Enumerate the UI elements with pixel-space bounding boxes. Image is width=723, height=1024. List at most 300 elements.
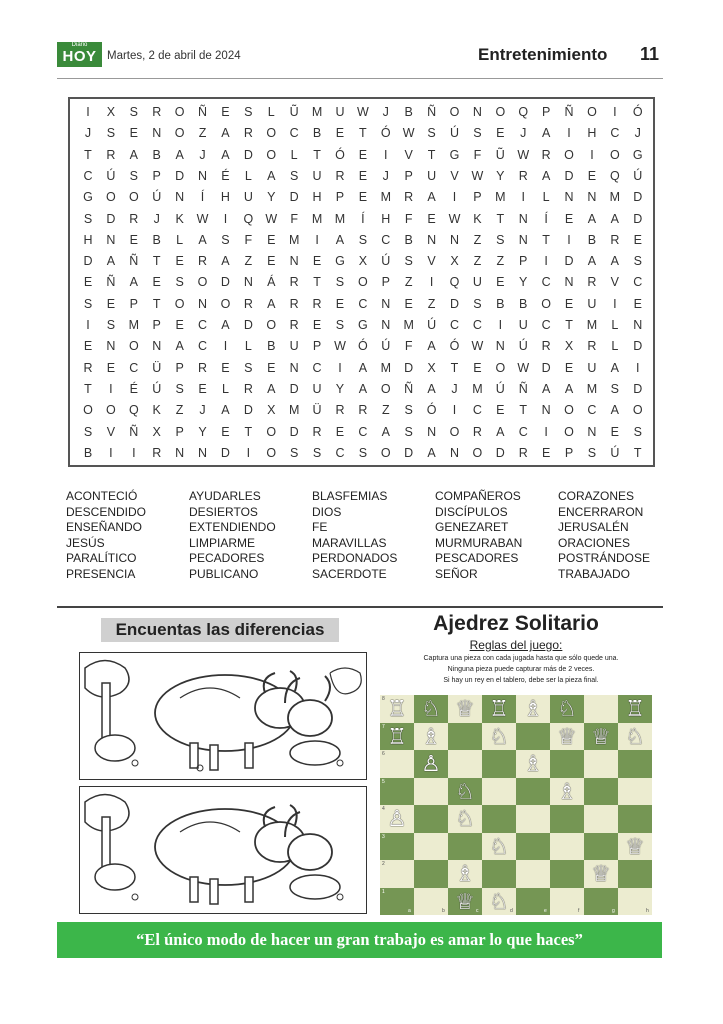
grid-letter: A (541, 168, 551, 183)
chess-square[interactable] (448, 750, 482, 778)
grid-letter: D (404, 360, 414, 375)
word-list-item: CORAZONES (558, 489, 635, 503)
grid-letter: Ú (152, 381, 162, 396)
chess-square[interactable] (482, 860, 516, 888)
grid-letter: J (382, 105, 389, 119)
chess-square[interactable] (516, 805, 550, 833)
grid-letter: D (633, 339, 643, 354)
grid-row (78, 275, 648, 289)
grid-letter: U (587, 360, 597, 375)
grid-letter: E (129, 232, 138, 247)
grid-letter: N (518, 232, 528, 247)
chess-piece-knight-icon[interactable]: ♘ (455, 806, 475, 831)
grid-letter: Í (200, 190, 205, 205)
newspaper-logo (57, 42, 102, 67)
grid-letter: A (335, 232, 345, 247)
word-list-item: TRABAJADO (558, 566, 631, 581)
grid-letter: C (518, 424, 528, 439)
grid-letter: Ú (610, 445, 620, 460)
grid-letter: N (495, 339, 505, 354)
chess-rule: Ninguna pieza puede capturar más de 2 veces. (447, 666, 595, 673)
grid-letter: S (358, 232, 368, 247)
grid-letter: L (611, 318, 619, 332)
grid-letter: V (610, 275, 620, 290)
chess-square[interactable] (550, 833, 584, 861)
chess-square[interactable] (618, 805, 652, 833)
chess-board (380, 695, 652, 915)
grid-letter: E (175, 318, 184, 332)
chess-piece-queen-icon[interactable]: ♕ (591, 723, 611, 749)
grid-letter: Z (473, 232, 482, 247)
chess-square[interactable] (380, 833, 414, 861)
grid-letter: T (359, 126, 367, 141)
grid-letter: Ó (632, 105, 643, 119)
grid-letter: C (610, 126, 620, 141)
grid-letter: E (564, 360, 574, 375)
grid-letter: O (106, 190, 116, 205)
grid-letter: B (587, 232, 597, 247)
chess-piece-knight-icon[interactable]: ♘ (421, 696, 441, 721)
grid-letter: A (587, 254, 597, 269)
grid-letter: T (152, 296, 161, 311)
grid-letter: I (246, 445, 251, 460)
grid-letter: R (198, 254, 208, 269)
grid-letter: T (244, 424, 253, 439)
grid-letter: A (358, 360, 368, 375)
word-list-item: SACERDOTE (312, 566, 387, 581)
grid-letter: B (496, 296, 505, 311)
grid-letter: Ú (106, 168, 116, 183)
grid-letter: E (198, 381, 207, 396)
file-label: b (442, 907, 445, 914)
differences-title: Encuentas las diferencias (101, 618, 339, 642)
grid-letter: U (335, 105, 345, 119)
grid-letter: S (106, 126, 116, 141)
grid-letter: U (427, 168, 437, 183)
grid-letter: B (152, 232, 161, 247)
grid-letter: S (404, 254, 413, 269)
chess-piece-pawn-icon[interactable]: ♙ (387, 806, 407, 831)
grid-letter: E (427, 211, 436, 226)
grid-letter: Y (267, 190, 276, 205)
grid-letter: G (449, 147, 460, 162)
grid-letter: Ú (633, 168, 643, 183)
grid-letter: O (632, 403, 643, 418)
chess-piece-knight-icon[interactable]: ♘ (625, 723, 645, 749)
grid-letter: E (83, 339, 93, 354)
chess-square[interactable] (482, 750, 516, 778)
chess-piece-knight-icon[interactable]: ♘ (489, 833, 509, 859)
chess-piece-knight-icon[interactable]: ♘ (557, 696, 577, 721)
chess-square[interactable] (414, 805, 448, 833)
grid-letter: P (404, 168, 413, 183)
chess-square[interactable] (618, 860, 652, 888)
grid-letter: Ñ (404, 381, 414, 396)
grid-letter: D (243, 318, 253, 332)
footer-quote: “El único modo de hacer un gran trabajo es amar lo que haces” (57, 922, 662, 958)
grid-letter: S (83, 424, 93, 439)
chess-square[interactable] (584, 805, 618, 833)
word-list-item: PESCADORES (435, 551, 519, 565)
grid-letter: A (427, 190, 436, 205)
grid-letter: X (450, 254, 459, 269)
grid-letter: U (472, 275, 482, 290)
differences-image-top (79, 652, 367, 780)
grid-letter: N (449, 445, 460, 460)
grid-letter: I (613, 105, 617, 119)
chess-piece-bishop-icon[interactable]: ♗ (455, 861, 475, 886)
chess-square[interactable] (516, 723, 550, 751)
grid-letter: W (471, 339, 484, 354)
chess-piece-bishop-icon[interactable]: ♗ (557, 778, 577, 804)
grid-letter: O (541, 296, 551, 311)
grid-letter: Q (243, 211, 254, 226)
grid-letter: W (517, 360, 530, 375)
grid-letter: T (496, 211, 505, 226)
grid-letter: J (153, 211, 160, 226)
grid-letter: A (221, 126, 230, 141)
grid-letter: E (587, 168, 597, 183)
grid-letter: S (404, 424, 413, 439)
grid-letter: Ñ (198, 105, 208, 119)
grid-letter: L (542, 190, 550, 205)
grid-letter: O (564, 403, 574, 418)
grid-letter: R (335, 168, 345, 183)
grid-letter: D (220, 275, 230, 290)
grid-letter: G (632, 147, 643, 162)
grid-letter: I (613, 296, 617, 311)
grid-letter: O (564, 424, 574, 439)
word-list (66, 489, 666, 582)
differences-image-bottom (79, 786, 367, 914)
chess-piece-queen-icon[interactable]: ♕ (455, 696, 475, 721)
grid-letter: R (312, 424, 322, 439)
grid-letter: C (541, 318, 551, 332)
chess-square[interactable] (584, 833, 618, 861)
grid-letter: R (587, 275, 597, 290)
grid-letter: D (289, 424, 299, 439)
grid-letter: O (380, 445, 391, 460)
chess-piece-pawn-icon[interactable]: ♙ (421, 751, 441, 776)
grid-letter: R (198, 360, 208, 375)
grid-letter: O (495, 360, 506, 375)
grid-letter: Y (519, 275, 528, 290)
chess-square[interactable] (516, 860, 550, 888)
chess-piece-queen-icon[interactable]: ♕ (591, 861, 611, 886)
grid-letter: C (472, 403, 482, 418)
grid-letter: V (106, 424, 116, 439)
grid-letter: O (174, 105, 185, 119)
grid-letter: W (265, 211, 278, 226)
chess-square[interactable] (380, 778, 414, 806)
grid-letter: A (610, 403, 620, 418)
grid-letter: N (198, 445, 208, 460)
grid-letter: H (312, 190, 322, 205)
grid-letter: A (221, 403, 230, 418)
grid-letter: D (541, 360, 551, 375)
grid-letter: Ũ (495, 147, 505, 162)
grid-letter: R (541, 339, 551, 354)
grid-letter: U (587, 296, 597, 311)
grid-letter: S (129, 105, 138, 119)
chess-piece-bishop-icon[interactable]: ♗ (421, 723, 441, 749)
grid-letter: É (129, 381, 138, 396)
grid-letter: A (610, 360, 620, 375)
grid-letter: S (244, 105, 253, 119)
grid-letter: I (109, 381, 113, 396)
grid-letter: Ú (152, 190, 162, 205)
grid-letter: R (472, 424, 482, 439)
chess-square[interactable] (380, 860, 414, 888)
grid-letter: T (542, 232, 550, 247)
chess-piece-bishop-icon[interactable]: ♗ (523, 751, 543, 776)
word-list-item: PARALÍTICO (66, 551, 137, 565)
grid-letter: B (152, 147, 161, 162)
grid-letter: I (590, 147, 594, 162)
chess-square[interactable] (516, 833, 550, 861)
chess-piece-knight-icon[interactable]: ♘ (455, 778, 475, 804)
grid-letter: E (175, 254, 184, 269)
grid-letter: Ú (381, 339, 391, 354)
word-list-item: DIOS (312, 504, 342, 519)
grid-letter: S (496, 232, 505, 247)
grid-letter: N (106, 232, 116, 247)
chess-square[interactable] (618, 750, 652, 778)
header-divider (57, 78, 663, 79)
grid-letter: A (221, 254, 230, 269)
chess-square[interactable] (516, 778, 550, 806)
chess-square[interactable] (550, 860, 584, 888)
chess-square[interactable] (550, 805, 584, 833)
grid-letter: A (381, 424, 390, 439)
chess-square[interactable] (584, 750, 618, 778)
grid-letter: E (221, 360, 230, 375)
grid-letter: E (312, 254, 322, 269)
chess-square[interactable] (414, 778, 448, 806)
grid-letter: I (223, 211, 228, 226)
word-list-item: AYUDARLES (189, 489, 261, 503)
chess-square[interactable] (448, 723, 482, 751)
grid-letter: E (106, 360, 116, 375)
file-label: d (510, 907, 513, 914)
grid-letter: B (312, 126, 322, 141)
grid-letter: C (472, 318, 482, 332)
grid-letter: S (587, 445, 597, 460)
grid-letter: H (83, 232, 93, 247)
grid-letter: D (633, 211, 643, 226)
grid-letter: R (541, 147, 551, 162)
grid-letter: S (129, 168, 138, 183)
chess-piece-queen-icon[interactable]: ♕ (455, 888, 475, 914)
grid-letter: Q (609, 168, 620, 183)
grid-letter: M (128, 318, 140, 332)
grid-letter: D (289, 190, 299, 205)
grid-letter: E (152, 275, 161, 290)
grid-letter: B (267, 339, 276, 354)
grid-letter: N (449, 232, 460, 247)
word-list-item: LIMPIARME (189, 535, 256, 550)
grid-letter: D (175, 168, 185, 183)
grid-letter: O (449, 424, 460, 439)
grid-letter: Z (473, 254, 482, 269)
grid-letter: P (564, 445, 574, 460)
word-list-item: JESÚS (66, 535, 105, 550)
grid-letter: W (196, 211, 209, 226)
chess-piece-queen-icon[interactable]: ♕ (557, 723, 577, 749)
grid-letter: S (175, 381, 184, 396)
grid-letter: E (404, 296, 413, 311)
grid-letter: Ñ (518, 381, 528, 396)
grid-letter: O (472, 445, 483, 460)
grid-letter: D (633, 381, 643, 396)
grid-letter: O (358, 275, 368, 290)
chess-square[interactable] (380, 750, 414, 778)
rank-label: 3 (382, 833, 385, 840)
chess-square[interactable] (618, 778, 652, 806)
grid-letter: Ü (312, 403, 322, 418)
grid-letter: N (198, 168, 208, 183)
grid-letter: S (244, 360, 253, 375)
grid-letter: B (519, 296, 528, 311)
chess-square[interactable] (584, 695, 618, 723)
grid-row (78, 446, 648, 460)
grid-letter: F (473, 147, 482, 162)
grid-letter: Í (544, 211, 548, 226)
grid-letter: S (473, 296, 482, 311)
grid-letter: Ñ (427, 105, 437, 119)
grid-letter: N (106, 339, 116, 354)
grid-letter: E (312, 318, 322, 332)
grid-letter: F (244, 232, 253, 247)
grid-letter: D (243, 403, 253, 418)
grid-letter: P (381, 275, 390, 290)
grid-letter: C (129, 360, 139, 375)
rank-label: 2 (382, 861, 385, 867)
grid-letter: E (564, 296, 574, 311)
grid-letter: I (223, 339, 228, 354)
grid-letter: O (128, 339, 139, 354)
chess-piece-rook-icon[interactable]: ♖ (387, 696, 407, 721)
chess-rule: Si hay un rey en el tablero, debe ser la pieza final. (443, 677, 599, 684)
grid-letter: E (335, 126, 345, 141)
grid-letter: R (335, 403, 345, 418)
grid-letter: A (106, 254, 116, 269)
grid-letter: E (633, 296, 642, 311)
grid-letter: R (129, 211, 139, 226)
grid-letter: T (450, 360, 459, 375)
grid-row (78, 169, 648, 183)
grid-letter: T (633, 445, 642, 460)
grid-row (78, 126, 648, 140)
chess-square[interactable] (414, 860, 448, 888)
word-list-item: ENSEÑANDO (66, 520, 143, 534)
chess-piece-knight-icon[interactable]: ♘ (489, 888, 509, 914)
grid-letter: K (175, 211, 184, 226)
grid-letter: Ó (449, 339, 460, 354)
grid-letter: V (404, 147, 413, 162)
grid-letter: P (519, 254, 528, 269)
grid-letter: I (452, 403, 457, 418)
grid-letter: R (152, 105, 162, 119)
grid-letter: C (198, 318, 208, 332)
chess-square[interactable] (414, 833, 448, 861)
grid-letter: N (472, 105, 482, 119)
grid-letter: L (176, 232, 184, 247)
grid-letter: I (132, 445, 136, 460)
grid-letter: P (152, 318, 161, 332)
grid-row (78, 148, 648, 162)
grid-letter: T (565, 318, 573, 332)
grid-letter: E (358, 147, 368, 162)
chess-square[interactable] (482, 778, 516, 806)
word-list-item: EXTENDIENDO (189, 520, 276, 534)
grid-letter: I (109, 445, 113, 460)
grid-letter: G (335, 254, 345, 269)
chess-piece-queen-icon[interactable]: ♕ (625, 833, 645, 859)
grid-row (78, 233, 648, 247)
grid-letter: Ñ (564, 105, 574, 119)
chess-piece-knight-icon[interactable]: ♘ (489, 723, 509, 749)
grid-letter: A (221, 147, 230, 162)
chess-piece-rook-icon[interactable]: ♖ (625, 696, 645, 721)
grid-letter: R (289, 296, 299, 311)
grid-letter: O (266, 126, 277, 141)
grid-letter: E (267, 232, 276, 247)
grid-letter: O (266, 445, 277, 460)
grid-letter: R (312, 296, 322, 311)
cattle-drawing-top (80, 653, 365, 778)
grid-letter: E (358, 190, 368, 205)
grid-letter: O (266, 424, 277, 439)
grid-letter: N (427, 232, 437, 247)
grid-letter: Ú (518, 339, 528, 354)
grid-letter: D (633, 190, 643, 205)
grid-letter: M (586, 381, 598, 396)
grid-letter: J (84, 126, 92, 141)
chess-rule: Captura una pieza con cada jugada hasta que sólo quede una. (423, 655, 619, 662)
grid-letter: A (541, 381, 551, 396)
grid-letter: A (198, 232, 207, 247)
word-list-item: ACONTECIÓ (66, 489, 138, 503)
chess-square[interactable] (482, 805, 516, 833)
grid-letter: E (633, 232, 642, 247)
word-list-item: MURMURABAN (435, 535, 523, 550)
chess-square[interactable] (448, 833, 482, 861)
grid-letter: C (83, 168, 93, 183)
grid-letter: I (452, 190, 457, 205)
grid-letter: E (83, 275, 93, 290)
chess-square[interactable] (550, 750, 584, 778)
grid-letter: D (243, 147, 253, 162)
grid-letter: E (541, 445, 551, 460)
grid-letter: I (521, 190, 525, 205)
grid-letter: E (129, 126, 138, 141)
word-list-item: SEÑOR (435, 566, 478, 581)
chess-piece-bishop-icon[interactable]: ♗ (523, 696, 543, 721)
chess-title: Ajedrez Solitario (433, 612, 599, 635)
grid-row (78, 361, 648, 375)
grid-letter: U (518, 318, 528, 332)
grid-letter: A (267, 296, 276, 311)
chess-piece-rook-icon[interactable]: ♖ (387, 723, 407, 749)
chess-piece-rook-icon[interactable]: ♖ (489, 696, 509, 721)
grid-letter: N (381, 318, 391, 332)
grid-letter: S (106, 318, 116, 332)
grid-letter: A (358, 381, 368, 396)
grid-letter: T (84, 381, 92, 396)
grid-letter: O (266, 318, 277, 332)
chess-square[interactable] (584, 778, 618, 806)
